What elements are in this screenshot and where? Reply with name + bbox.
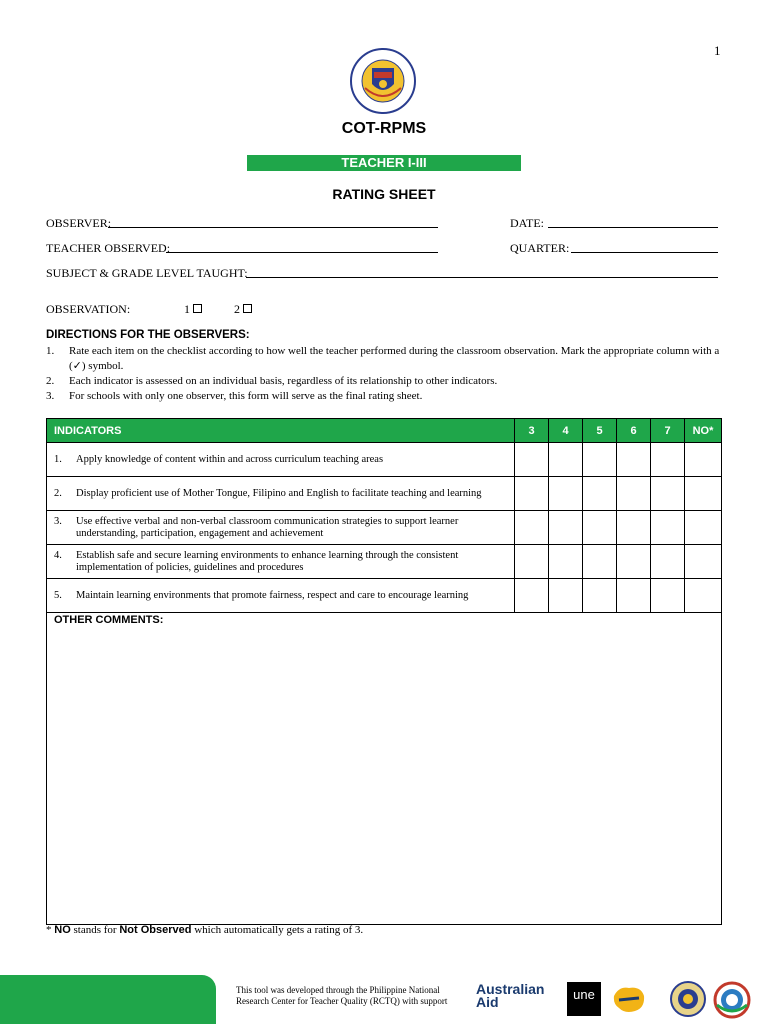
rating-cell-5[interactable] — [583, 511, 617, 545]
direction-item-2 — [46, 374, 726, 389]
indicator-text: Display proficient use of Mother Tongue, Filipino and English to facilitate teaching and learning — [76, 487, 482, 499]
rating-cell-3[interactable] — [515, 511, 549, 545]
australian-aid-logo — [476, 983, 544, 1009]
footnote-no: NO — [54, 924, 71, 936]
direction-text: Each indicator is assessed on an individual basis, regardless of its relationship to other indicators. — [69, 375, 498, 387]
indicator-number: 4. — [54, 549, 62, 561]
table-row — [47, 545, 722, 579]
indicator-cell — [47, 545, 515, 579]
observation-label: OBSERVATION: — [46, 302, 131, 316]
header-rating-3: 3 — [515, 419, 549, 443]
direction-item-1 — [46, 344, 726, 374]
form-subtitle: RATING SHEET — [332, 186, 436, 202]
rating-cell-4[interactable] — [549, 443, 583, 477]
rating-cell-4[interactable] — [549, 477, 583, 511]
observation-option-2-label: 2 — [234, 302, 240, 316]
indicator-text: Apply knowledge of content within and across curriculum teaching areas — [76, 453, 384, 465]
indicator-text: Maintain learning environments that promote fairness, respect and care to encourage learning — [76, 589, 469, 601]
indicator-number: 5. — [54, 589, 62, 601]
table-row — [47, 511, 722, 545]
direction-text: For schools with only one observer, this form will serve as the final rating sheet. — [69, 390, 423, 402]
subject-label: SUBJECT & GRADE LEVEL TAUGHT: — [46, 266, 248, 280]
rating-cell-4[interactable] — [549, 545, 583, 579]
indicator-text: Use effective verbal and non-verbal classroom communication strategies to support learner understanding, participation, engagement and achievement — [76, 515, 459, 539]
rating-cell-7[interactable] — [651, 579, 685, 613]
rating-cell-3[interactable] — [515, 579, 549, 613]
page-number: 1 — [714, 43, 721, 58]
aus-line-1: Australian — [476, 981, 545, 997]
observer-field[interactable] — [108, 227, 438, 228]
header-rating-4: 4 — [549, 419, 583, 443]
quarter-field[interactable] — [571, 252, 718, 253]
teacher-observed-label: TEACHER OBSERVED: — [46, 241, 171, 255]
table-row — [47, 579, 722, 613]
rating-cell-6[interactable] — [617, 511, 651, 545]
direction-text: Rate each item on the checklist according to how well the teacher performed during the classroom observation. Mark the appropriate column with a (✓) symbol. — [69, 345, 720, 372]
footnote — [46, 924, 363, 936]
indicator-cell — [47, 511, 515, 545]
observation-option-1-label: 1 — [184, 302, 190, 316]
rating-cell-7[interactable] — [651, 511, 685, 545]
table-row — [47, 443, 722, 477]
indicator-cell — [47, 443, 515, 477]
indicator-number: 3. — [54, 515, 62, 527]
table-row — [47, 477, 722, 511]
indicator-cell — [47, 579, 515, 613]
header-not-observed: NO* — [685, 419, 722, 443]
direction-number: 3. — [46, 390, 55, 402]
footer-green-tab — [0, 975, 216, 1024]
footnote-text-2: which automatically gets a rating of 3. — [191, 924, 364, 936]
rating-cell-no[interactable] — [685, 545, 722, 579]
footnote-not-observed: Not Observed — [119, 924, 192, 936]
rating-cell-6[interactable] — [617, 443, 651, 477]
une-logo: une — [567, 982, 601, 1016]
observation-option-2[interactable] — [234, 302, 252, 317]
rating-cell-5[interactable] — [583, 579, 617, 613]
table-header-row — [47, 419, 722, 443]
deped-seal-logo — [343, 48, 423, 114]
observer-label: OBSERVER: — [46, 216, 112, 230]
indicator-cell — [47, 477, 515, 511]
directions-title: DIRECTIONS FOR THE OBSERVERS: — [46, 329, 250, 341]
rating-cell-no[interactable] — [685, 511, 722, 545]
rating-cell-no[interactable] — [685, 477, 722, 511]
header-indicators: INDICATORS — [47, 419, 515, 443]
rating-cell-6[interactable] — [617, 579, 651, 613]
quarter-label: QUARTER: — [510, 241, 570, 255]
form-title: COT-RPMS — [341, 120, 427, 137]
checkbox-1[interactable] — [193, 304, 202, 313]
direction-number: 2. — [46, 375, 55, 387]
date-label: DATE: — [510, 216, 544, 230]
university-seal-logo — [670, 981, 706, 1017]
aus-line-2: Aid — [476, 994, 499, 1010]
footnote-text-1: stands for — [70, 924, 120, 936]
rating-cell-no[interactable] — [685, 579, 722, 613]
direction-item-3 — [46, 389, 726, 404]
header-rating-5: 5 — [583, 419, 617, 443]
comments-row — [47, 613, 722, 925]
indicators-table — [46, 418, 722, 925]
rating-cell-7[interactable] — [651, 443, 685, 477]
rating-cell-6[interactable] — [617, 545, 651, 579]
rating-cell-5[interactable] — [583, 545, 617, 579]
rctq-logo — [713, 981, 751, 1019]
other-comments-label: OTHER COMMENTS: — [54, 614, 164, 626]
rating-cell-3[interactable] — [515, 545, 549, 579]
footer-credit: This tool was developed through the Philippine National Research Center for Teacher Quality (RCTQ) with support — [236, 985, 448, 1006]
date-field[interactable] — [548, 227, 718, 228]
rating-cell-no[interactable] — [685, 443, 722, 477]
observation-option-1[interactable] — [184, 302, 202, 317]
footnote-prefix: * — [46, 924, 55, 936]
indicator-number: 1. — [54, 453, 62, 465]
indicator-number: 2. — [54, 487, 62, 499]
header-rating-7: 7 — [651, 419, 685, 443]
rating-cell-3[interactable] — [515, 477, 549, 511]
rating-cell-3[interactable] — [515, 443, 549, 477]
direction-number: 1. — [46, 345, 55, 357]
rating-cell-4[interactable] — [549, 579, 583, 613]
rating-cell-5[interactable] — [583, 443, 617, 477]
checkbox-2[interactable] — [243, 304, 252, 313]
rating-cell-7[interactable] — [651, 545, 685, 579]
position-band: TEACHER I-III — [247, 155, 521, 171]
rating-cell-5[interactable] — [583, 477, 617, 511]
rating-cell-6[interactable] — [617, 477, 651, 511]
rating-cell-7[interactable] — [651, 477, 685, 511]
subject-field[interactable] — [246, 277, 718, 278]
indicator-text: Establish safe and secure learning environments to enhance learning through the consistent implementation of policies, guidelines and procedures — [76, 549, 459, 573]
header-rating-6: 6 — [617, 419, 651, 443]
rating-cell-4[interactable] — [549, 511, 583, 545]
simerr-logo — [611, 984, 647, 1014]
other-comments-area[interactable] — [47, 613, 722, 925]
teacher-observed-field[interactable] — [166, 252, 438, 253]
